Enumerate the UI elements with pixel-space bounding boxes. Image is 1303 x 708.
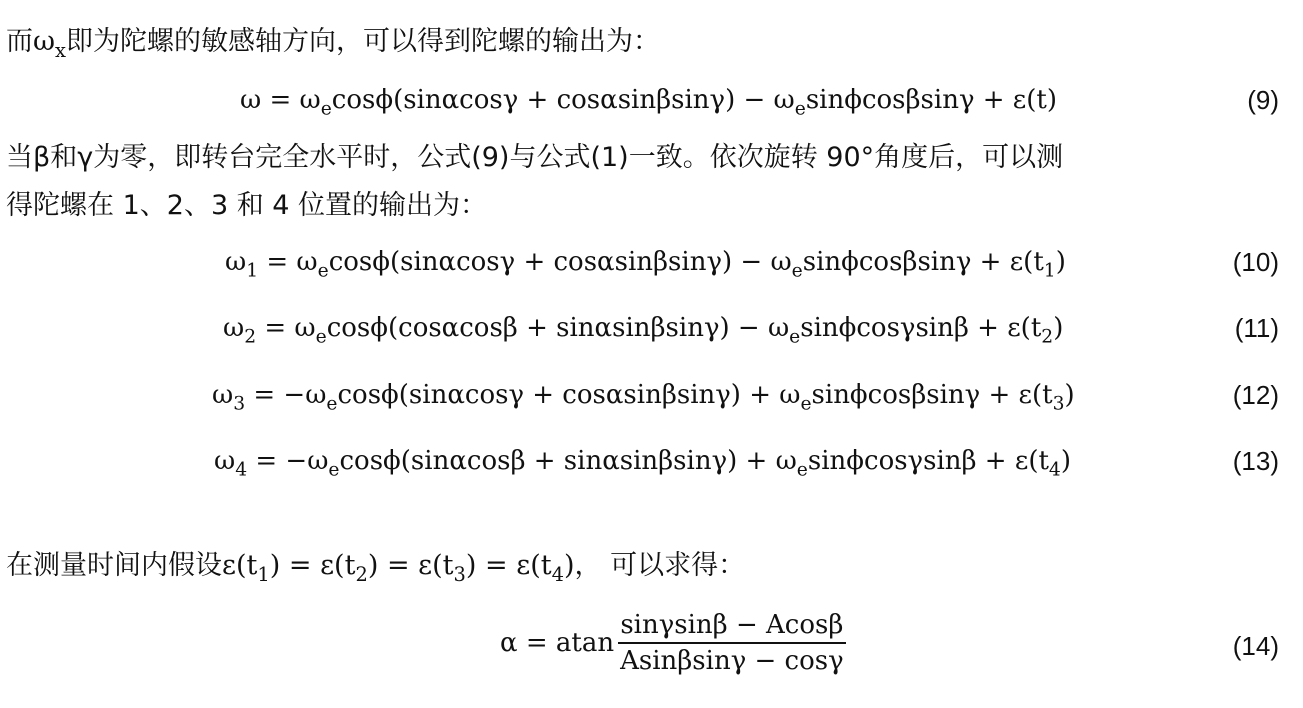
equation-number-12: (12) (1232, 380, 1279, 410)
paragraph-2-line-1: 当β和γ为零，即转台完全水平时，公式(9)与公式(1)一致。依次旋转 90°角度后，可以测 (6, 142, 1064, 173)
eq14-denominator: Asinβsinγ − cosγ (620, 646, 844, 676)
equation-13: $\omega_4 = -\omega_e\cos\phi(\sin\alpha\cos\beta + \sin\alpha\sin\beta\sin\gamma) + \omega_e\sin\phi\cos\gamma\sin\beta + \varepsilon(t_4)$ (214, 446, 1071, 481)
equation-number-14: (14) (1232, 631, 1279, 661)
equation-11: $\omega_2 = \omega_e\cos\phi(\cos\alpha\cos\beta + \sin\alpha\sin\beta\sin\gamma) - \omega_e\sin\phi\cos\gamma\sin\beta + \varepsilon(t_2)$ (223, 313, 1064, 348)
eq14-lhs: α = atan (500, 628, 615, 658)
para1-sub-x: x (55, 38, 66, 62)
paragraph-1 (6, 22, 660, 62)
equation-12: $\omega_3 = -\omega_e\cos\phi(\sin\alpha\cos\gamma + \cos\alpha\sin\beta\sin\gamma) + \omega_e\sin\phi\cos\beta\sin\gamma + \varepsilon(t_3)$ (212, 380, 1075, 415)
para1-prefix: 而 (6, 26, 33, 57)
para1-omega: ω (33, 26, 56, 57)
equation-9 (240, 82, 1057, 118)
equation-number-9: (9) (1247, 85, 1279, 115)
paragraph-2-line-2: 得陀螺在 1、2、3 和 4 位置的输出为： (6, 190, 488, 221)
eq9-formula: $\omega = \omega_e\cos\phi(\sin\alpha\cos\gamma + \cos\alpha\sin\beta\sin\gamma) - \omega_e\sin\phi\cos\beta\sin\gamma + \varepsilon(t)$ (240, 85, 1058, 120)
eq14-fraction (618, 608, 846, 678)
equation-number-13: (13) (1232, 446, 1279, 476)
para1-text: 即为陀螺的敏感轴方向，可以得到陀螺的输出为： (66, 26, 660, 57)
eq14-numerator: sinγsinβ − Acosβ (618, 608, 846, 644)
paragraph-3: 在测量时间内假设$\varepsilon(t_1) = \varepsilon(t_2) = \varepsilon(t_3) = \varepsilon(t_4)$， 可以求得： (6, 550, 746, 586)
equation-number-10: (10) (1232, 247, 1279, 277)
equation-number-11: (11) (1234, 313, 1279, 343)
equation-14 (500, 608, 846, 678)
equation-10: $\omega_1 = \omega_e\cos\phi(\sin\alpha\cos\gamma + \cos\alpha\sin\beta\sin\gamma) - \omega_e\sin\phi\cos\beta\sin\gamma + \varepsilon(t_1)$ (225, 247, 1066, 282)
